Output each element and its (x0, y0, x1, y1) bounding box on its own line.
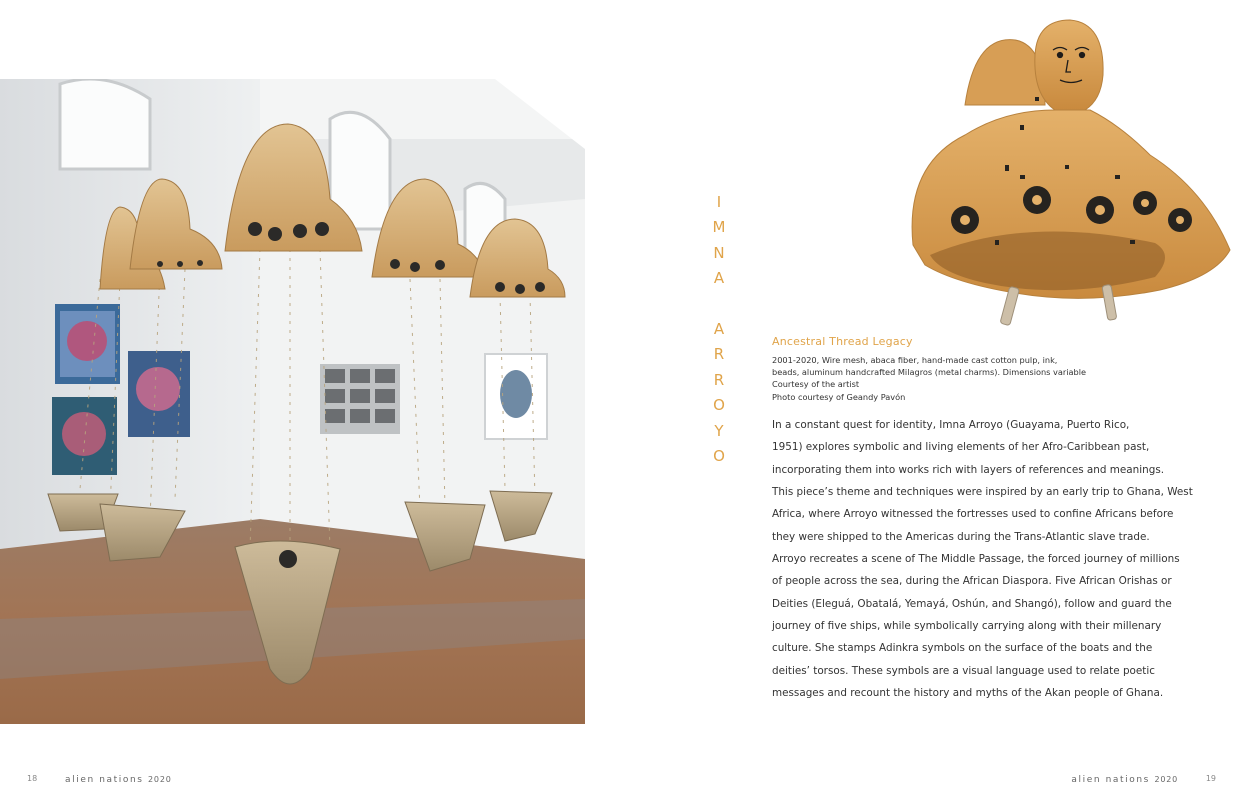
body-line: This piece’s theme and techniques were inspired by an early trip to Ghana, West (772, 486, 1193, 499)
name-gap (707, 292, 731, 317)
artist-letter: O (713, 396, 725, 415)
artist-name-vertical (707, 190, 731, 469)
artwork-title: Ancestral Thread Legacy (772, 335, 913, 348)
body-line: Arroyo recreates a scene of The Middle Passage, the forced journey of millions (772, 553, 1180, 566)
body-line: they were shipped to the Americas during the Trans-Atlantic slave trade. (772, 530, 1150, 543)
artist-letter: A (713, 319, 725, 338)
footer-right (1071, 775, 1178, 785)
artist-letter: I (716, 193, 722, 211)
artist-letter: Y (714, 421, 724, 440)
artist-letter: N (713, 243, 725, 262)
artist-letter: A (713, 269, 725, 288)
page-number-left: 18 (27, 774, 38, 783)
artist-letter: R (713, 345, 725, 364)
artist-letter: R (713, 370, 725, 389)
body-line: In a constant quest for identity, Imna Arroyo (Guayama, Puerto Rico, (772, 419, 1130, 431)
artwork-detail: Courtesy of the artist (772, 379, 860, 390)
body-line: of people across the sea, during the African Diaspora. Five African Orishas or (772, 575, 1172, 588)
footer-brand: alien nations (65, 775, 144, 785)
body-line: Deities (Eleguá, Obatalá, Yemayá, Oshún, and Shangó), follow and guard the (772, 597, 1172, 610)
body-line: culture. She stamps Adinkra symbols on the surface of the boats and the (772, 642, 1153, 655)
footer-brand: alien nations (1071, 775, 1150, 785)
footer-year: 2020 (1154, 775, 1178, 784)
body-line: 1951) explores symbolic and living elements of her Afro-Caribbean past, (772, 441, 1150, 454)
artwork-detail: beads, aluminum handcrafted Milagros (metal charms). Dimensions variable (772, 367, 1087, 378)
artwork-detail: 2001-2020, Wire mesh, abaca fiber, hand-made cast cotton pulp, ink, (772, 355, 1058, 365)
artist-letter: M (712, 218, 726, 237)
body-line: deities’ torsos. These symbols are a visual language used to relate poetic (772, 664, 1155, 677)
artwork-description (772, 414, 1193, 704)
artwork-caption (772, 335, 1192, 403)
body-line: Africa, where Arroyo witnessed the fortresses used to confine Africans before (772, 508, 1174, 521)
page-number-right: 19 (1205, 774, 1216, 783)
body-line: incorporating them into works rich with layers of references and meanings. (772, 463, 1165, 476)
footer-year: 2020 (148, 775, 172, 784)
artist-letter: O (713, 446, 725, 465)
artwork-detail: Photo courtesy of Geandy Pavón (772, 391, 906, 402)
body-line: journey of five ships, while symbolically carrying along with their millenary (772, 620, 1162, 633)
footer-left (65, 775, 172, 785)
sculpture-photo (905, 15, 1235, 335)
installation-photo (0, 79, 585, 724)
body-line: messages and recount the history and myths of the Akan people of Ghana. (772, 687, 1164, 700)
